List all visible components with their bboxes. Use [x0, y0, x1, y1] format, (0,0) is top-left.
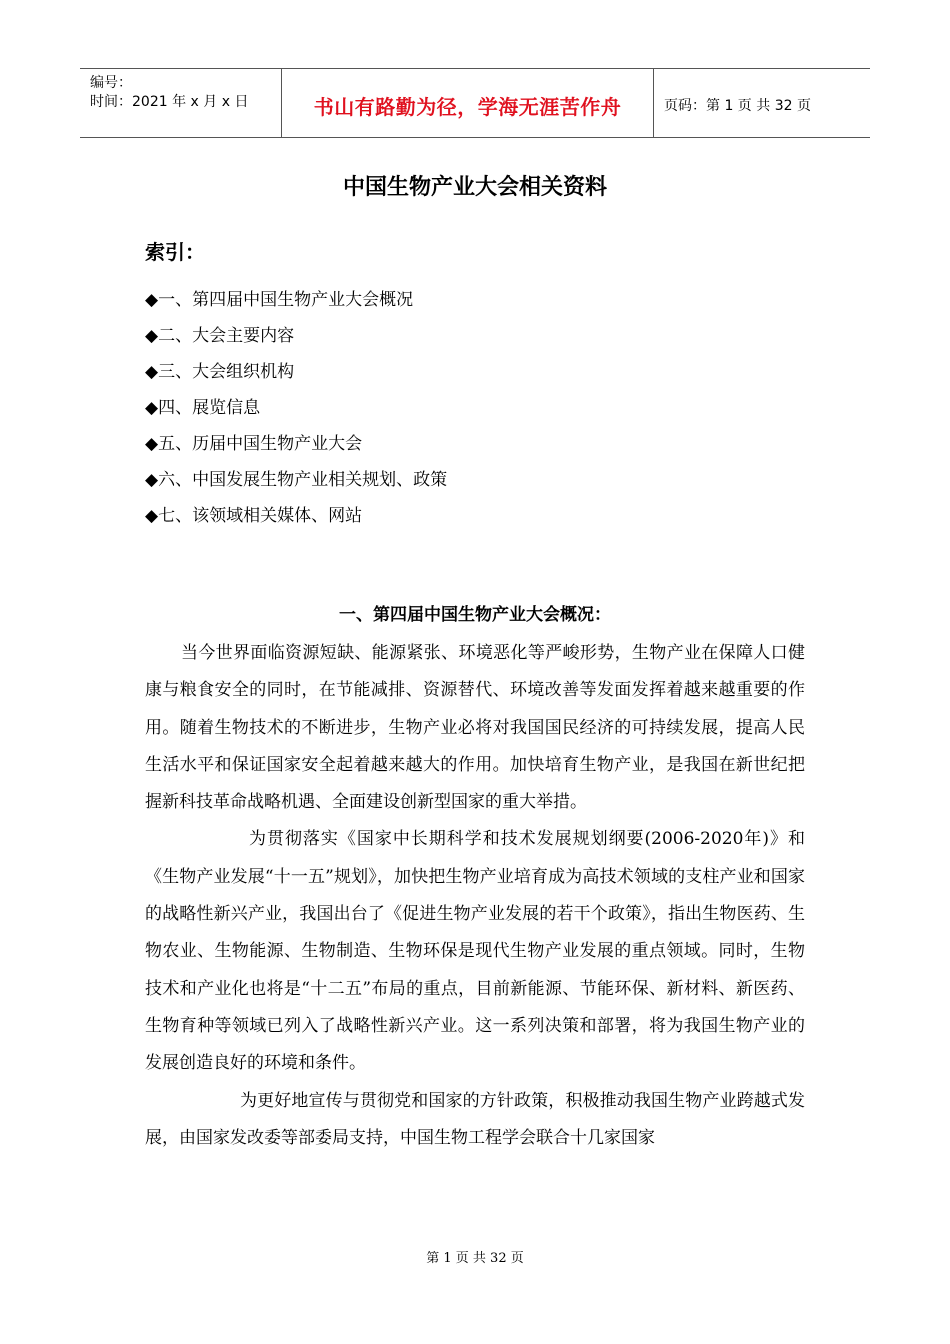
header-time-label: 时间：2021 年 x 月 x 日: [90, 94, 249, 110]
paragraph: 为更好地宣传与贯彻党和国家的方针政策，积极推动我国生物产业跨越式发展，由国家发改委等部委局支持，中国生物工程学会联合十几家国家: [145, 1090, 805, 1148]
header-divider: [653, 69, 654, 137]
paragraph: 当今世界面临资源短缺、能源紧张、环境恶化等严峻形势，生物产业在保障人口健康与粮食安全的同时，在节能减排、资源替代、环境改善等发面发挥着越来越重要的作用。随着生物技术的不断进步，生物产业必将对我国国民经济的可持续发展，提高人民生活水平和保证国家安全起着越来越大的作用。加快培育生物产业，是我国在新世纪把握新科技革命战略机遇、全面建设创新型国家的重大举措。: [145, 643, 805, 813]
toc-item: ◆三、大会组织机构: [145, 362, 295, 382]
toc-item: ◆五、历届中国生物产业大会: [145, 434, 363, 454]
page-footer: 第 1 页 共 32 页: [426, 1251, 524, 1266]
page-header: [80, 68, 870, 138]
header-number-label: 编号：: [90, 75, 132, 91]
header-page-info: 页码：第 1 页 共 32 页: [664, 98, 811, 114]
toc-item: ◆七、该领域相关媒体、网站: [145, 506, 363, 526]
header-meta: [90, 74, 248, 112]
table-of-contents: [145, 288, 447, 540]
body-text: [145, 635, 805, 1157]
paragraph: 为贯彻落实《国家中长期科学和技术发展规划纲要(2006-2020年)》和《生物产业发展“十一五”规划》，加快把生物产业培育成为高技术领域的支柱产业和国家的战略性新兴产业，我国出台了《促进生物产业发展的若干个政策》，指出生物医药、生物农业、生物能源、生物制造、生物环保是现代生物产业发展的重点领域。同时，生物技术和产业化也将是“十二五”布局的重点，目前新能源、节能环保、新材料、新医药、生物育种等领域已列入了战略性新兴产业。这一系列决策和部署，将为我国生物产业的发展创造良好的环境和条件。: [145, 829, 805, 1074]
toc-item: ◆一、第四届中国生物产业大会概况: [145, 290, 414, 310]
header-motto: 书山有路勤为径，学海无涯苦作舟: [313, 95, 622, 119]
index-heading: 索引：: [145, 240, 205, 264]
toc-item: ◆四、展览信息: [145, 398, 261, 418]
document-title: 中国生物产业大会相关资料: [342, 175, 607, 200]
section-heading: 一、第四届中国生物产业大会概况：: [339, 605, 611, 625]
toc-item: ◆二、大会主要内容: [145, 326, 295, 346]
toc-item: ◆六、中国发展生物产业相关规划、政策: [145, 470, 448, 490]
